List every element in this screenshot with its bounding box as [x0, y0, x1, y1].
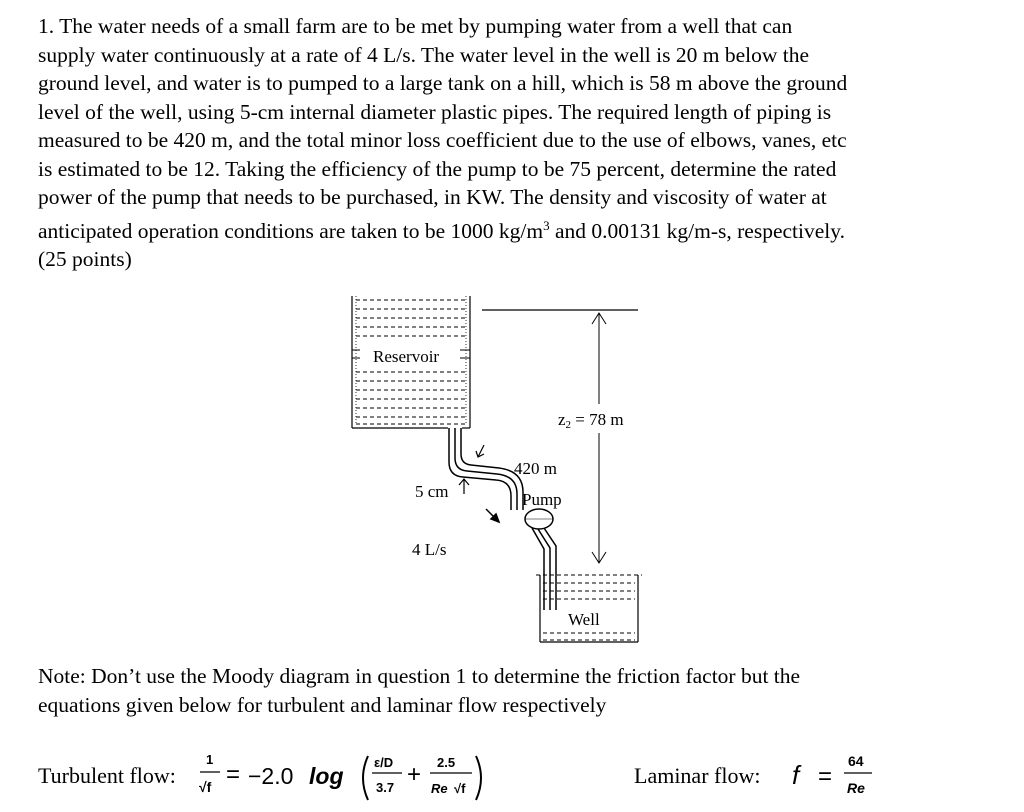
formula-re: Re — [847, 780, 865, 796]
formula-equals: = — [226, 761, 241, 788]
formula-sixty-four: 64 — [848, 753, 864, 769]
diameter-arrow — [459, 479, 469, 494]
flow-arrow-top — [476, 445, 484, 457]
cubed-superscript: 3 — [543, 217, 550, 233]
pump-label: Pump — [522, 490, 562, 509]
question-line — [38, 212, 998, 246]
question-line-text: anticipated operation conditions are taken to be 1000 kg/m — [38, 218, 544, 243]
question-text — [38, 12, 998, 274]
turbulent-flow-label: Turbulent flow: — [38, 763, 176, 788]
formula-one: 1 — [206, 752, 214, 767]
note-line: Note: Don’t use the Moody diagram in question 1 to determine the friction factor but the — [38, 664, 801, 688]
question-line: is estimated to be 12. Taking the efficiency of the pump to be 75 percent, determine the rated — [38, 156, 837, 181]
formula-left-paren — [363, 756, 368, 800]
flow-rate-label: 4 L/s — [412, 540, 447, 559]
question-line: supply water continuously at a rate of 4 L/s. The water level in the well is 20 m below the — [38, 42, 810, 67]
pipe-length-label: 420 m — [514, 459, 557, 478]
formula-eps-d: ε/D — [374, 755, 394, 770]
formula-log: log — [309, 763, 344, 789]
formula-two-five: 2.5 — [437, 755, 456, 770]
formula-sqrt-f2: √f — [454, 781, 466, 796]
formula-f: f — [792, 760, 800, 790]
question-line: (25 points) — [38, 247, 132, 272]
laminar-flow-label: Laminar flow: — [634, 763, 761, 788]
formula-right-paren — [476, 756, 481, 800]
well-label: Well — [568, 610, 600, 629]
question-line: level of the well, using 5-cm internal diameter plastic pipes. The required length of piping is — [38, 99, 832, 124]
question-line: 1. The water needs of a small farm are to be met by pumping water from a well that can — [38, 14, 793, 38]
formula-re: Re — [431, 781, 448, 796]
formula-plus: + — [407, 761, 422, 788]
formula-coefficient: −2.0 — [248, 763, 294, 789]
question-line: power of the pump that needs to be purchased, in KW. The density and viscosity of water at — [38, 185, 827, 209]
note-text — [38, 662, 998, 719]
question-line: ground level, and water is to pumped to a large tank on a hill, which is 58 m above the ground — [38, 71, 848, 95]
formula-equals: = — [818, 763, 833, 790]
height-label: z2 = 78 m — [558, 410, 624, 431]
formula-three-seven: 3.7 — [376, 780, 395, 795]
supply-pipe — [449, 428, 523, 510]
laminar-formula — [786, 748, 886, 808]
note-line: equations given below for turbulent and laminar flow respectively — [38, 692, 607, 717]
diameter-label: 5 cm — [415, 482, 449, 501]
reservoir-label: Reservoir — [373, 347, 440, 366]
height-dimension-arrow — [592, 313, 606, 563]
question-line: measured to be 420 m, and the total minor loss coefficient due to the use of elbows, vanes, etc — [38, 128, 847, 152]
well-pipe — [532, 528, 556, 610]
question-line-text: and 0.00131 kg/m-s, respectively. — [549, 218, 845, 243]
flow-arrow-pump — [486, 509, 499, 522]
pump-system-diagram — [330, 285, 660, 655]
turbulent-formula — [198, 748, 528, 808]
formula-sqrt-f: √f — [199, 779, 212, 795]
